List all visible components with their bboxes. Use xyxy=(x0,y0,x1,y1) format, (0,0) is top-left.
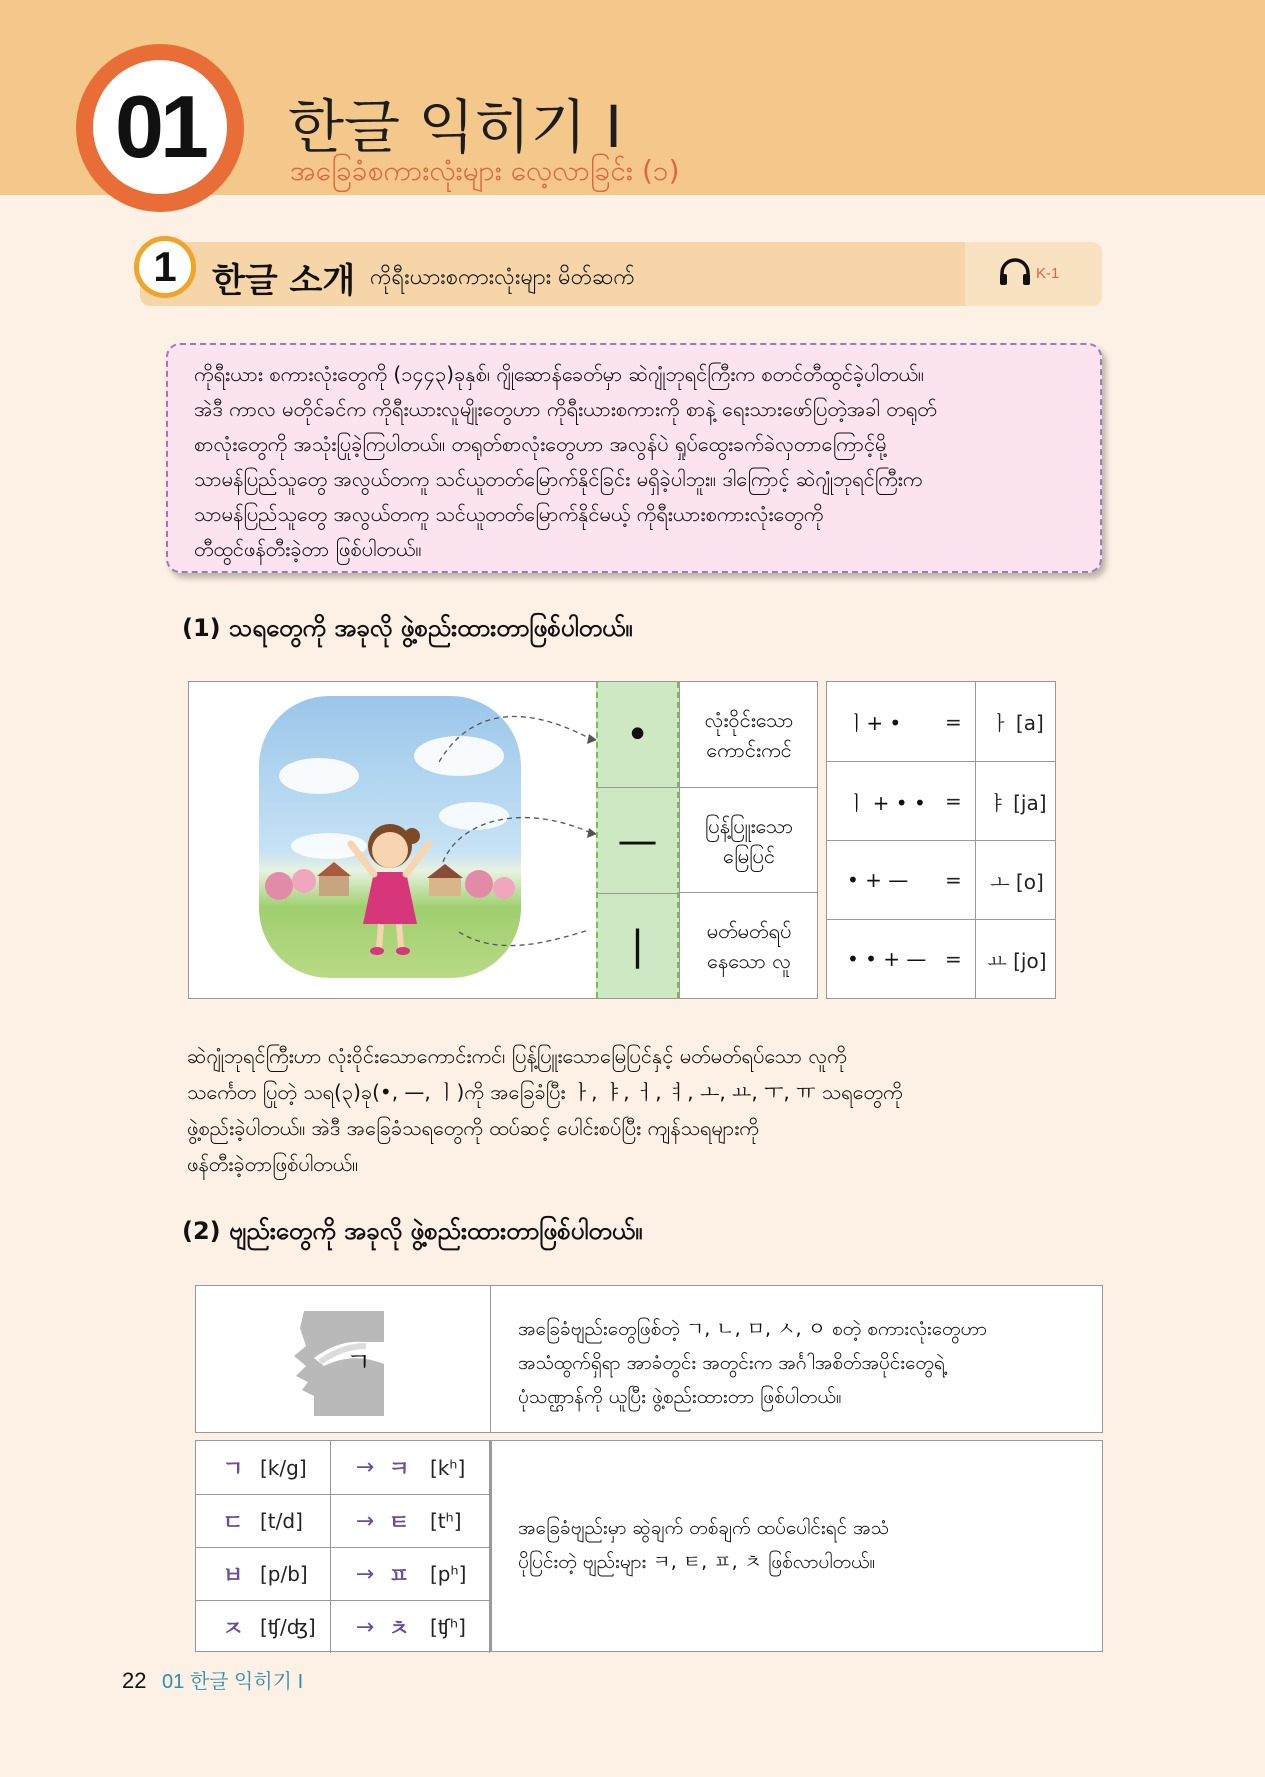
diagram-jamo: ㄱ xyxy=(346,1348,372,1378)
mouth-diagram xyxy=(284,1306,394,1416)
meaning-line: မတ်မတ်ရပ် xyxy=(706,918,792,943)
consonant-pair-row xyxy=(196,1494,490,1547)
consonant-pair-row xyxy=(196,1441,490,1494)
basic-consonant-text xyxy=(518,1312,987,1414)
basic-text-line: အခြေခံဗျည်းတွေဖြစ်တဲ့ ㄱ, ㄴ, ㅁ, ㅅ, ㅇ စတဲ့ စကားလုံးတွေဟာ xyxy=(518,1318,987,1340)
base-sound: [p/b] xyxy=(260,1562,308,1586)
meaning-line: နေသော လူ xyxy=(707,948,791,973)
aspirated-sound: [tʰ] xyxy=(430,1509,462,1533)
dashed-arrows xyxy=(439,702,599,952)
intro-line: သာမန်ပြည်သူတွေ အလွယ်တကူ သင်ယူတတ်မြောက်နိုင်ခြင်း မရှိခဲ့ပါဘူး။ ဒါကြောင့် ဆဲဂျုံဘုရင်ကြီးက xyxy=(194,467,923,491)
explanation-line: ဆဲဂျုံဘုရင်ကြီးဟာ လုံးဝိုင်းသောကောင်းကင်၊ ပြန့်ပြူးသောမြေပြင်နှင့် မတ်မတ်ရပ်သော လူကို xyxy=(187,1044,847,1068)
page-footer xyxy=(122,1665,303,1694)
vowel-combination-table xyxy=(826,681,1056,999)
consonant-pair-row xyxy=(196,1547,490,1600)
combo-result: ㅏ [a] xyxy=(975,682,1058,761)
aspirated-text-line: အခြေခံဗျည်းမှာ ဆွဲချက် တစ်ချက် ထပ်ပေါင်းရင် အသံ xyxy=(518,1517,889,1539)
arrow-icon: → xyxy=(355,1614,375,1640)
combo-formula: • + — xyxy=(847,868,909,892)
combo-row xyxy=(827,761,1055,840)
arrow-icon: → xyxy=(355,1455,375,1480)
vowel-explanation xyxy=(187,1038,1067,1182)
mouth-diagram-cell xyxy=(196,1286,491,1432)
equals-sign: = xyxy=(945,947,962,971)
aspirated-jamo: ㅌ xyxy=(388,1510,410,1536)
combo-row xyxy=(827,840,1055,919)
stroke-horizontal: — xyxy=(598,787,677,893)
intro-line: အဲဒီ ကာလ မတိုင်ခင်က ကိုရီးယားလူမျိုးတွေဟာ ကိုရီးယားစကားကို စာနဲ့ ရေးသားဖော်ပြတဲ့အခါ တရုတ် xyxy=(194,397,937,421)
aspirated-jamo: ㅍ xyxy=(388,1563,410,1589)
meaning-person xyxy=(679,892,818,998)
base-jamo: ㅂ xyxy=(222,1563,244,1589)
chapter-reference: 01 한글 익히기 I xyxy=(162,1671,304,1693)
base-jamo: ㅈ xyxy=(222,1616,244,1642)
basic-text-line: အသံထွက်ရှိရာ အာခံတွင်း အတွင်းက အင်္ဂါအစိတ်အပိုင်းတွေရဲ့ xyxy=(518,1352,945,1374)
arrow-icon: → xyxy=(355,1561,375,1587)
intro-line: တီထွင်ဖန်တီးခဲ့တာ ဖြစ်ပါတယ်။ xyxy=(194,537,422,561)
intro-box xyxy=(166,343,1102,573)
base-sound: [k/g] xyxy=(260,1455,307,1480)
aspirated-jamo: ㅊ xyxy=(388,1616,410,1642)
equals-sign: = xyxy=(945,789,962,813)
headphone-icon[interactable] xyxy=(998,258,1032,286)
section-title-korean: 한글 소개 xyxy=(212,261,356,301)
aspirated-jamo: ㅋ xyxy=(388,1457,410,1482)
aspirated-text xyxy=(518,1511,889,1579)
vowels-heading: (1) သရတွေကို အခုလို ဖွဲ့စည်းထားတာဖြစ်ပါတယ်။ xyxy=(182,614,633,642)
meaning-line: မြေပြင် xyxy=(723,843,775,868)
aspirated-text-line: ပိုပြင်းတဲ့ ဗျည်းများ ㅋ, ㅌ, ㅍ, ㅊ ဖြစ်လာပါတယ်။ xyxy=(518,1551,876,1573)
base-jamo: ㄱ xyxy=(222,1457,244,1482)
consonants-heading: (2) ဗျည်းတွေကို အခုလို ဖွဲ့စည်းထားတာဖြစ်ပါတယ်။ xyxy=(182,1217,643,1245)
combo-result: ㅛ [jo] xyxy=(975,920,1058,998)
base-sound: [t/d] xyxy=(260,1509,303,1533)
arrow-icon: → xyxy=(355,1508,375,1534)
base-jamo: ㄷ xyxy=(222,1510,244,1536)
vowel-origin-table xyxy=(188,681,818,999)
explanation-line: ဖွဲ့စည်းခဲ့ပါတယ်။ အဲဒီ အခြေခံသရတွေကို ထပ်ဆင့် ပေါင်းစပ်ပြီး ကျန်သရများကို xyxy=(187,1116,759,1140)
combo-row xyxy=(827,919,1055,998)
consonant-basic-table xyxy=(195,1285,1103,1433)
combo-result: ㅗ [o] xyxy=(975,841,1058,919)
audio-track-code: K-1 xyxy=(1036,265,1060,282)
aspirated-sound: [pʰ] xyxy=(430,1562,467,1586)
meaning-sky xyxy=(679,682,818,787)
combo-result: ㅑ [ja] xyxy=(975,762,1058,840)
audio-area xyxy=(965,242,1102,306)
stroke-column xyxy=(596,682,679,998)
combo-formula: • • + — xyxy=(847,947,927,971)
aspirated-sound: [kʰ] xyxy=(430,1455,466,1480)
meaning-earth xyxy=(679,787,818,893)
equals-sign: = xyxy=(945,868,962,892)
basic-text-line: ပုံသဏ္ဌာန်ကို ယူပြီး ဖွဲ့စည်းထားတာ ဖြစ်ပါတယ်။ xyxy=(518,1386,842,1408)
stroke-dot: • xyxy=(625,711,650,758)
chapter-title: 한글 익히기 I xyxy=(288,93,623,161)
intro-line: စာလုံးတွေကို အသုံးပြုခဲ့ကြပါတယ်။ တရုတ်စာလုံးတွေဟာ အလွန်ပဲ ရှုပ်ထွေးခက်ခဲလှတာကြောင့်မို့ xyxy=(194,432,887,456)
consonant-aspiration-table xyxy=(195,1440,1103,1652)
combo-formula: ㅣ+ • xyxy=(847,711,902,735)
explanation-line: ဖန်တီးခဲ့တာဖြစ်ပါတယ်။ xyxy=(187,1152,359,1176)
meaning-line: ကောင်းကင် xyxy=(706,737,792,762)
section-number: 1 xyxy=(134,236,196,298)
consonant-pair-row xyxy=(196,1600,490,1653)
base-sound: [ʧ/ʤ] xyxy=(260,1615,316,1639)
intro-line: ကိုရီးယား စကားလုံးတွေကို (၁၄၄၃)ခုနှစ်၊ ဂျိုဆောန်ခေတ်မှာ ဆဲဂျုံဘုရင်ကြီးက စတင်တီထွင်ခဲ့ပါတယ်။ xyxy=(194,362,924,386)
combo-row xyxy=(827,682,1055,761)
explanation-line: သင်္ကေတ ပြုတဲ့ သရ(၃)ခု(•, —, ㅣ)ကို အခြေခံပြီး ㅏ, ㅑ, ㅓ, ㅕ, ㅗ, ㅛ, ㅜ, ㅠ သရတွေကို xyxy=(187,1080,903,1104)
column-divider xyxy=(490,1441,492,1651)
intro-line: သာမန်ပြည်သူတွေ အလွယ်တကူ သင်ယူတတ်မြောက်နိုင်မယ့် ကိုရီးယားစကားလုံးတွေကို xyxy=(194,502,824,526)
section-title-myanmar: ကိုရီးယားစကားလုံးများ မိတ်ဆက် xyxy=(370,265,635,290)
chapter-number: 01 xyxy=(93,60,227,194)
page-number: 22 xyxy=(122,1668,147,1693)
aspirated-sound: [ʧʰ] xyxy=(430,1615,466,1639)
chapter-subtitle: အခြေခံစကားလုံးများ လေ့လာခြင်း (၁) xyxy=(290,154,680,187)
combo-formula: ㅣ + • • xyxy=(847,790,926,815)
stroke-vertical: | xyxy=(598,893,677,999)
meaning-line: လုံးဝိုင်းသော xyxy=(704,707,794,732)
equals-sign: = xyxy=(945,709,962,734)
meaning-line: ပြန့်ပြူးသော xyxy=(704,813,794,838)
